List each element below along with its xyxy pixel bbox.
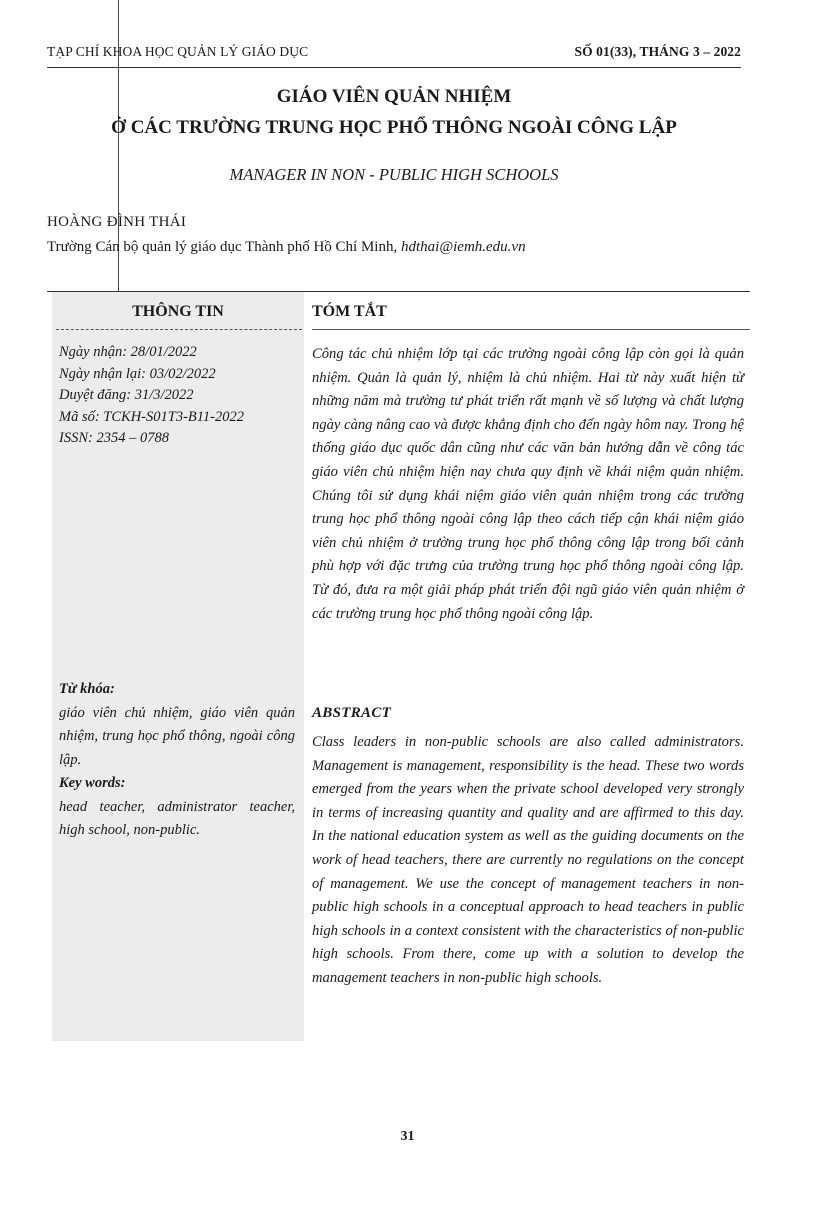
article-title-line-2: Ở CÁC TRƯỜNG TRUNG HỌC PHỔ THÔNG NGOÀI CÔNG LẬP	[111, 117, 677, 138]
abstract-text: Class leaders in non-public schools are also called administrators. Management is management, responsibility is the head. These two words emerged from the years when the private school developed very strongly in terms of increasing quantity and quality and are affirmed to this day. In the national education system as well as the guiding documents on the work of head teachers, there are currently no regulations on the concept of management. We use the concept of management teachers in non-public high schools in a conceptual approach to head teachers in public high schools in a context consistent with the characteristics of non-public high schools. From there, come up with a solution to develop the management teachers in non-public high schools.	[312, 734, 744, 986]
journal-name: TẠP CHÍ KHOA HỌC QUẢN LÝ GIÁO DỤC	[47, 44, 309, 59]
issue-info: SỐ 01(33), THÁNG 3 – 2022	[574, 44, 741, 59]
article-title-line-1: GIÁO VIÊN QUẢN NHIỆM	[276, 86, 512, 107]
keywords-block	[59, 678, 295, 843]
keywords-en: head teacher, administrator teacher, high school, non-public.	[59, 798, 295, 838]
author-name: HOÀNG ĐÌNH THÁI	[47, 214, 187, 230]
keywords-vi: giáo viên chủ nhiệm, giáo viên quản nhiệm, trung học phổ thông, ngoài công lập.	[59, 704, 295, 768]
summary-heading: TÓM TẮT	[312, 303, 387, 320]
english-title: MANAGER IN NON - PUBLIC HIGH SCHOOLS	[229, 165, 559, 184]
info-heading: THÔNG TIN	[132, 303, 224, 320]
article-metadata	[59, 342, 244, 450]
affiliation-text: Trường Cán bộ quản lý giáo dục Thành phố Hồ Chí Minh,	[47, 239, 398, 255]
keywords-vi-label: Từ khóa:	[59, 681, 115, 697]
summary-heading-rule	[312, 329, 750, 330]
header-divider	[47, 67, 741, 68]
issn: ISSN: 2354 – 0788	[59, 430, 169, 446]
author-email: hdthai@iemh.edu.vn	[400, 239, 526, 255]
received-date: Ngày nhận: 28/01/2022	[59, 344, 197, 360]
accepted-date: Duyệt đăng: 31/3/2022	[59, 387, 194, 403]
abstract-heading: ABSTRACT	[312, 705, 392, 721]
info-heading-rule	[56, 329, 302, 330]
summary-text: Công tác chủ nhiệm lớp tại các trường ngoài công lập còn gọi là quản nhiệm. Quản là quản lý, nhiệm là chủ nhiệm. Hai từ này xuất hiện từ những năm mà trường tư phát triển rất mạnh về số lượng và chất lượng ngày càng nâng cao và được khẳng định cho đến ngày hôm nay. Trong hệ thống giáo dục quốc dân cũng như các văn bản hướng dẫn về công tác giáo viên chủ nhiệm hiện nay chưa quy định về khái niệm quản nhiệm. Chúng tôi sử dụng khái niệm giáo viên quản nhiệm trong các trường trung học phổ thông ngoài công lập theo cách tiếp cận khái niệm giáo viên chủ nhiệm ở trường trung học phổ thông công lập trong bối cảnh phù hợp với đặc trưng của trường trung học phổ thông ngoài công lập. Từ đó, đưa ra một giải pháp phát triển đội ngũ giáo viên quản nhiệm ở các trường trung học phổ thông ngoài công lập.	[312, 346, 744, 622]
article-code: Mã số: TCKH-S01T3-B11-2022	[59, 408, 245, 425]
revised-date: Ngày nhận lại: 03/02/2022	[59, 365, 216, 382]
author-affiliation	[47, 239, 526, 256]
keywords-en-label: Key words:	[59, 775, 126, 791]
page-number: 31	[400, 1129, 415, 1144]
